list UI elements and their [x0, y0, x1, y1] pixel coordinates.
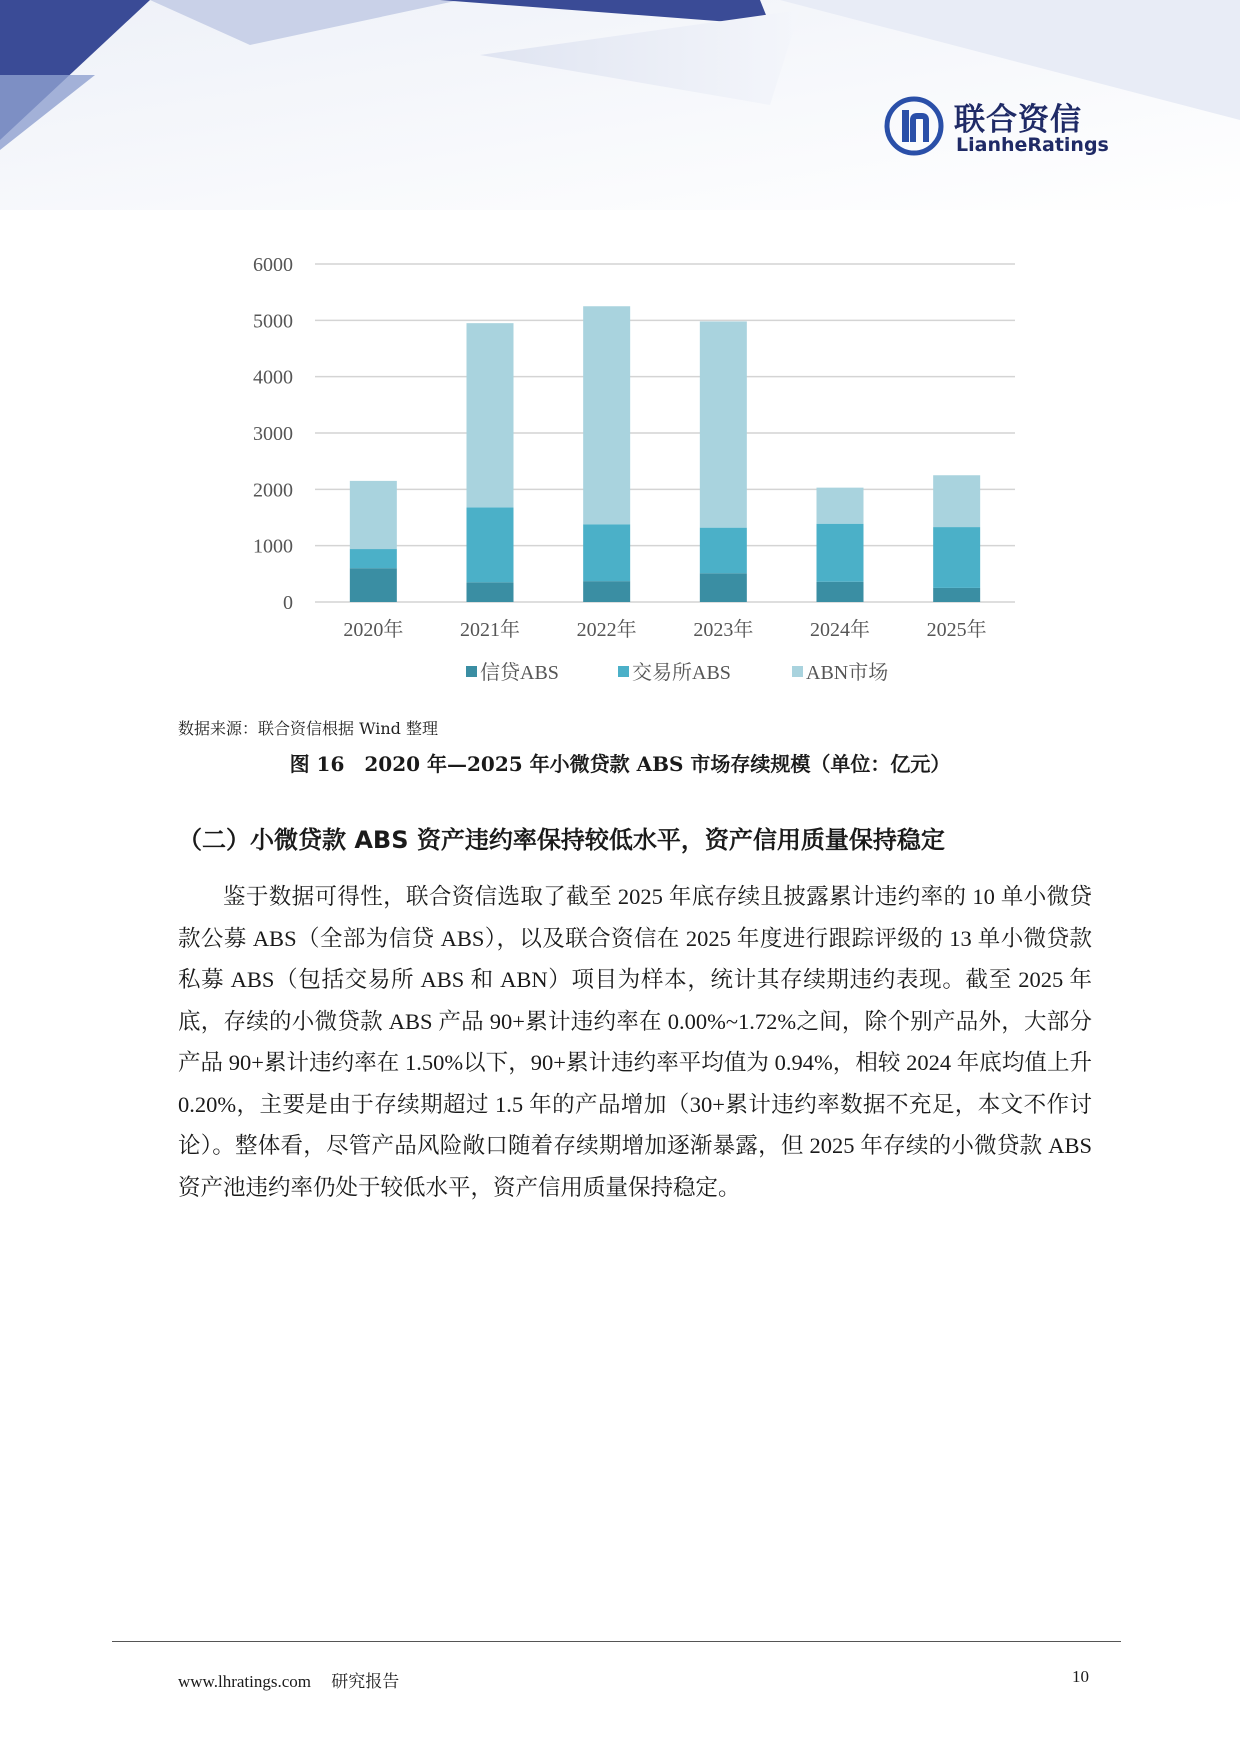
- footer-report-type: 研究报告: [331, 1672, 400, 1691]
- bar-segment: [350, 481, 397, 549]
- y-tick-label: 3000: [253, 423, 293, 445]
- figure-source: 数据来源：联合资信根据 Wind 整理: [178, 719, 439, 738]
- x-tick-label: 2025年: [926, 619, 987, 641]
- y-tick-label: 6000: [253, 254, 293, 276]
- figure-caption: 图 16 2020 年—2025 年小微贷款 ABS 市场存续规模（单位：亿元）: [289, 752, 951, 776]
- bar-segment: [817, 582, 864, 602]
- footer-left: [178, 1667, 399, 1692]
- bar-segment: [350, 549, 397, 568]
- stacked-bar-chart: [220, 250, 1040, 700]
- bar-segment: [817, 524, 864, 582]
- bar-segment: [700, 573, 747, 602]
- bar-segment: [583, 581, 630, 602]
- bar-segment: [933, 588, 980, 602]
- legend-swatch: [618, 666, 629, 677]
- y-tick-label: 5000: [253, 310, 293, 333]
- legend-label: 信贷ABS: [480, 662, 559, 684]
- x-tick-label: 2021年: [460, 619, 520, 641]
- lianhe-ratings-logo: [884, 94, 1109, 166]
- bar-segment: [700, 528, 747, 574]
- legend-swatch: [466, 666, 477, 677]
- y-tick-label: 4000: [253, 366, 293, 389]
- page-number: 10: [1072, 1667, 1089, 1686]
- bar-segment: [583, 306, 630, 524]
- x-tick-label: 2024年: [810, 619, 870, 641]
- legend-label: ABN市场: [806, 662, 889, 684]
- y-tick-label: 0: [283, 592, 293, 614]
- legend-label: 交易所ABS: [632, 662, 731, 684]
- bar-segment: [583, 524, 630, 581]
- logo-mark-icon: [884, 96, 944, 156]
- x-tick-label: 2022年: [576, 619, 637, 641]
- footer-divider: [112, 1641, 1121, 1642]
- logo-chinese-name: 联合资信: [954, 102, 1082, 138]
- bar-segment: [933, 527, 980, 588]
- legend-swatch: [792, 666, 803, 677]
- bar-segment: [350, 568, 397, 602]
- footer-website: www.lhratings.com: [178, 1672, 311, 1691]
- bar-segment: [817, 488, 864, 524]
- bar-segment: [467, 507, 514, 582]
- y-tick-label: 1000: [253, 535, 293, 558]
- logo-english-name: LianheRatings: [956, 134, 1109, 156]
- body-paragraph: 鉴于数据可得性，联合资信选取了截至 2025 年底存续且披露累计违约率的 10 单小微贷款公募 ABS（全部为信贷 ABS），以及联合资信在 2025 年度进行跟踪评级的 13 单小微贷款私募 ABS（包括交易所 ABS 和 ABN）项目为样本，统计其存续期违约表现。截至 2025 年底，存续的小微贷款 ABS 产品 90+累计违约率在 0.00%~1.72%之间，除个别产品外，大部分产品 90+累计违约率在 1.50%以下，90+累计违约率平均值为 0.94%，相较 2024 年底均值上升 0.20%，主要是由于存续期超过 1.5 年的产品增加（30+累计违约率数据不充足，本文不作讨论）。整体看，尽管产品风险敞口随着存续期增加逐渐暴露，但 2025 年存续的小微贷款 ABS 资产池违约率仍处于较低水平，资产信用质量保持稳定。: [178, 884, 1092, 1200]
- section-heading: （二）小微贷款 ABS 资产违约率保持较低水平，资产信用质量保持稳定: [178, 826, 945, 854]
- y-tick-label: 2000: [253, 479, 293, 502]
- x-tick-label: 2020年: [343, 619, 404, 641]
- x-tick-label: 2023年: [693, 619, 754, 641]
- bar-segment: [467, 582, 514, 602]
- bar-segment: [700, 321, 747, 527]
- bar-segment: [467, 323, 514, 507]
- bar-segment: [933, 475, 980, 527]
